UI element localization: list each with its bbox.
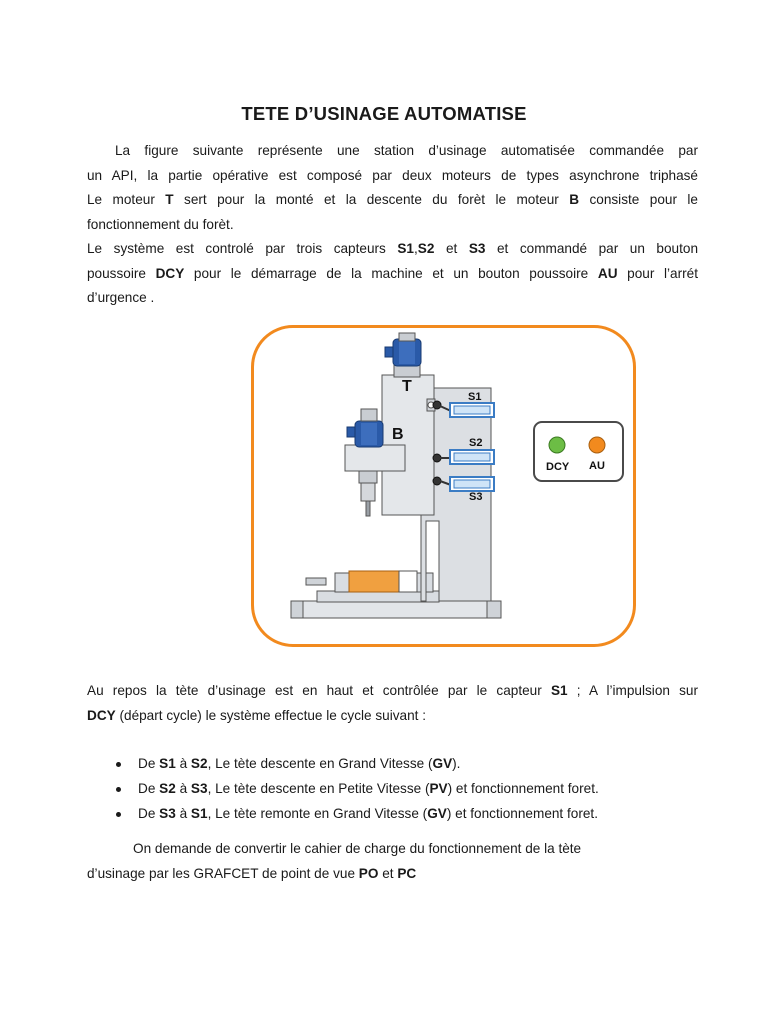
- intro-line-1: La figure suivante représente une station d’usinage automatisée commandée par: [115, 143, 698, 158]
- intro-line-3: Le moteur T sert pour la monté et la descente du forèt le moteur B consiste pour le: [87, 192, 698, 207]
- bullet-icon: [116, 787, 121, 792]
- dcy-label: DCY: [546, 461, 570, 473]
- conclusion-line-1: On demande de convertir le cahier de charge du fonctionnement de la tète: [133, 841, 582, 856]
- cycle-line-1: Au repos la tète d’usinage est en haut et contrôlée par le capteur S1 ; A l’impulsion sur: [87, 683, 698, 698]
- spindle: [361, 483, 375, 501]
- base-plate: [291, 601, 501, 618]
- motor-t-label: T: [402, 378, 412, 395]
- intro-line-2: un API, la partie opérative est composé par deux moteurs de types asynchrone triphasé: [87, 167, 698, 183]
- dcy-button: [549, 437, 565, 453]
- intro-paragraph: [87, 139, 698, 311]
- drilling-station-figure: [251, 325, 636, 647]
- document-title: TETE D’USINAGE AUTOMATISE: [241, 103, 527, 124]
- bullet-icon: [116, 762, 121, 767]
- motor-b-label: B: [392, 426, 404, 443]
- conclusion-paragraph: [87, 837, 698, 886]
- intro-line-5: Le système est controlé par trois capteurs S1,S2 et S3 et commandé par un bouton: [87, 241, 698, 256]
- list-item: De S3 à S1, Le tète remonte en Grand Vitesse (GV) et fonctionnement foret.: [112, 802, 712, 827]
- intro-line-4: fonctionnement du forèt.: [87, 216, 234, 232]
- au-label: AU: [589, 460, 605, 472]
- cycle-steps-list: [112, 752, 712, 826]
- cycle-paragraph: [87, 679, 698, 728]
- workpiece: [349, 571, 399, 592]
- list-item: De S2 à S3, Le tète descente en Petite Vitesse (PV) et fonctionnement foret.: [112, 777, 712, 802]
- sensor-s1-label: S1: [468, 391, 482, 403]
- intro-line-6: poussoire DCY pour le démarrage de la machine et un bouton poussoire AU pour l’arrét: [87, 265, 698, 281]
- drill-bit: [366, 501, 370, 516]
- conclusion-line-2: d’usinage par les GRAFCET de point de vue PO et PC: [87, 865, 417, 881]
- list-item: De S1 à S2, Le tète descente en Grand Vitesse (GV).: [112, 752, 712, 777]
- cycle-line-2: DCY (départ cycle) le système effectue le cycle suivant :: [87, 707, 426, 723]
- au-button: [589, 437, 605, 453]
- bullet-icon: [116, 812, 121, 817]
- spindle-arm: [345, 445, 405, 471]
- sensor-s2-label: S2: [469, 437, 483, 449]
- intro-line-7: d’urgence .: [87, 290, 155, 305]
- sensor-s3-label: S3: [469, 491, 483, 503]
